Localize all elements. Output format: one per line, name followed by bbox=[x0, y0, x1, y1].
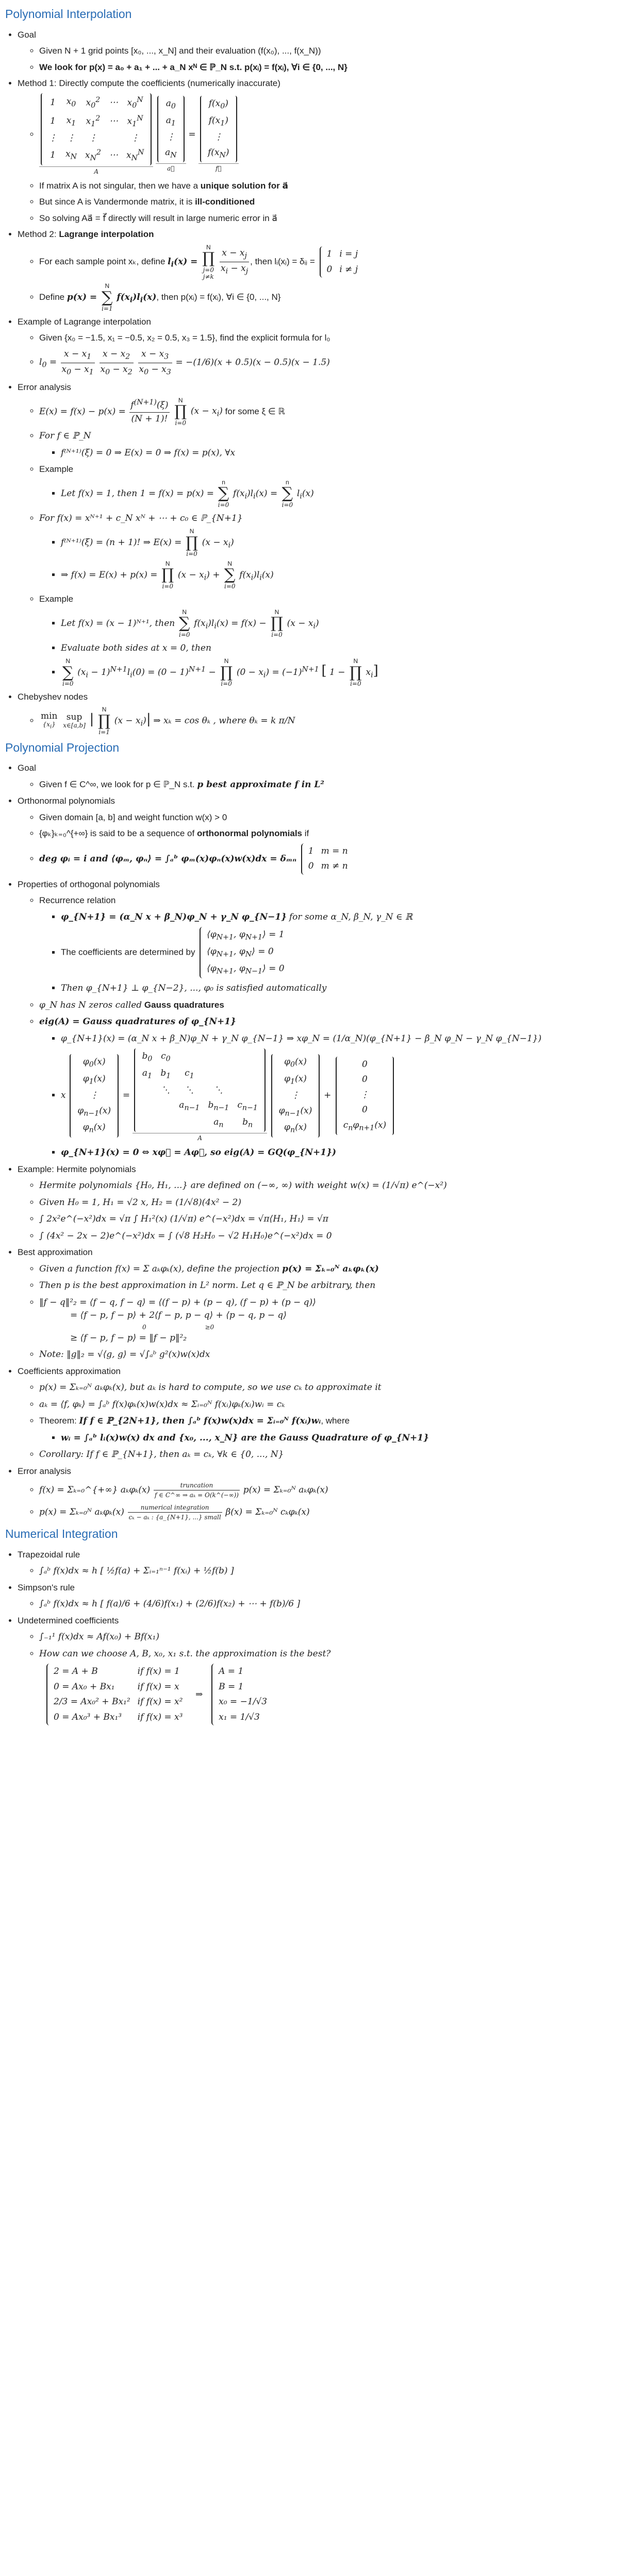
item-text: Then p is the best approximation in L² norm. Let q ∈ ℙ_N be arbitrary, then bbox=[39, 1280, 376, 1291]
vandermonde-equation: ◦ 1 $x_0$ $x_0^2$ ⋯ $x_0^N$ 1 $x_1$ $x_1^2$ ⋯ $x_1^N$ ⋮ ⋮ ⋮ ⋮ 1 $x_N$ $x_N^2$ ⋯ $x_N^N$ A $a_0$ $a_1$ ⋮ $a_N$ a⃗ = $f(x_0)$ $f(x_1)$ ⋮ $f(x_N)$ f⃗ bbox=[39, 93, 624, 176]
item-text: ∫ₐᵇ f(x)dx ≈ h [ f(a)/6 + (4/6)f(x₁) + (2/6)f(x₂) + ⋯ + f(b)/6 ] bbox=[39, 1599, 301, 1609]
item-text: f(x) = Σₖ₌₀^{+∞} aₖφₖ(x) bbox=[39, 1485, 151, 1496]
section-title-projection: Polynomial Projection bbox=[5, 740, 120, 754]
solution-value: x₁ = 1/√3 bbox=[219, 1711, 260, 1722]
list-item bbox=[18, 690, 624, 736]
derivation-line: = ⟨f − p, f − p⟩ + 2⟨f − p, p − q⟩ + ⟨p − q, p − q⟩ bbox=[70, 1310, 287, 1321]
item-text: Then φ_{N+1} ⊥ φ_{N−2}, ..., φ₀ is satisfied automatically bbox=[61, 983, 327, 994]
list-item bbox=[18, 1465, 624, 1522]
item-label: Error analysis bbox=[18, 1466, 71, 1476]
list-item bbox=[18, 1548, 624, 1578]
item-text: ⇒ xₖ = cos θₖ , where θₖ = k π/N bbox=[153, 716, 295, 726]
list-item bbox=[39, 1381, 624, 1395]
system-equation: 0 = Ax₀³ + Bx₁³ bbox=[54, 1711, 122, 1722]
list-item bbox=[39, 1348, 624, 1362]
item-text: For f(x) = xᴺ⁺¹ + c_N xᴺ + ⋯ + c₀ ∈ ℙ_{N+1} bbox=[39, 513, 243, 523]
item-text: if bbox=[304, 828, 309, 839]
item-text: , where bbox=[321, 1416, 350, 1426]
arrow-label: truncation bbox=[154, 1481, 240, 1490]
section-title-interpolation: Polynomial Interpolation bbox=[5, 7, 132, 21]
coefficient-system: 2 = A + B if f(x) = 1 0 = Ax₀ + Bx₁ if f(x) = x 2/3 = Ax₀² + Bx₁² if f(x) = x² 0 = Ax₀³ + Bx₁³ if f(x) = x³ ⇒ A = 1 B = 1 x₀ = −1/√3 x₁ = 1/√3 bbox=[44, 1664, 624, 1725]
item-text: β(x) = Σₖ₌₀ᴺ cₖφₖ(x) bbox=[225, 1507, 310, 1518]
item-label: Coefficients approximation bbox=[18, 1366, 121, 1376]
system-equation: 0 = Ax₀ + Bx₁ bbox=[54, 1681, 115, 1692]
section-title-integration: Numerical Integration bbox=[5, 1527, 118, 1541]
projection-list bbox=[5, 761, 624, 1522]
solution-value: x₀ = −1/√3 bbox=[219, 1697, 268, 1707]
list-item bbox=[39, 1448, 624, 1462]
list-item bbox=[39, 1279, 624, 1293]
item-text: f⁽ᴺ⁺¹⁾(ξ) = (n + 1)! ⇒ E(x) = bbox=[61, 537, 182, 548]
list-item bbox=[61, 1431, 624, 1445]
item-text: For f ∈ ℙ_N bbox=[39, 431, 91, 442]
item-text: p(x) = Σₖ₌₀ᴺ aₖφₖ(x), but aₖ is hard to compute, so we use cₖ to approximate it bbox=[39, 1382, 382, 1393]
arrow-sublabel: f ∈ C^∞ ⇒ aₖ = O(k^(−∞)) bbox=[154, 1492, 239, 1499]
list-item bbox=[61, 1032, 624, 1046]
item-text-bold: φ_{N+1}(x) = 0 ⇔ xφ⃗ = Aφ⃗, so eig(A) = GQ(φ_{N+1}) bbox=[61, 1147, 337, 1158]
chebyshev-formula: ◦ min $\{x_i\}$ sup x∈[a,b] | N ∏ i=1 $(x - x_i)|$ ⇒ xₖ = cos θₖ , where θₖ = k π/N bbox=[39, 706, 624, 736]
list-item: ▪ The coefficients are determined by $⟨\varphi_{N+1}$, $\varphi_{N+1}⟩ = 1$ $⟨\varphi_{N+1}$, $\varphi_N⟩ = 0$ $⟨\varphi_{N+1}$, $\varphi_{N-1}⟩ = 0$ bbox=[61, 927, 624, 978]
list-item bbox=[18, 315, 624, 378]
solution-value: A = 1 bbox=[219, 1666, 244, 1677]
list-item bbox=[61, 1146, 624, 1160]
item-text: But since A is Vandermonde matrix, it is bbox=[39, 197, 193, 207]
item-label: Example: Hermite polynomials bbox=[18, 1164, 136, 1174]
item-label: Goal bbox=[18, 29, 36, 40]
underbrace-label: 0 bbox=[142, 1323, 146, 1331]
list-item bbox=[39, 1212, 624, 1226]
item-text: then p(xᵢ) = f(xᵢ), ∀i ∈ {0, ..., N} bbox=[161, 292, 281, 302]
list-item: ▪ ⇒ f(x) = E(x) + p(x) = N ∏ i=0 $(x - x_i)$ + N ∑ i=0 $f(x_i)l_i(x)$ bbox=[61, 561, 624, 590]
list-item bbox=[39, 429, 624, 460]
matrix-label: A bbox=[39, 166, 153, 176]
item-text: Let f(x) = 1, then 1 = f(x) = p(x) = bbox=[61, 488, 214, 499]
list-item bbox=[18, 1581, 624, 1611]
item-label: Error analysis bbox=[18, 382, 71, 393]
list-item bbox=[39, 463, 624, 508]
list-item bbox=[39, 1597, 624, 1611]
list-item bbox=[18, 878, 624, 1160]
list-item: ▪ Let f(x) = 1, then 1 = f(x) = p(x) = n ∑ i=0 $f(x_i)l_i(x)$ = n ∑ i=0 $l_i(x)$ bbox=[61, 479, 624, 509]
item-text: {φₖ}ₖ₌₀^{+∞} is said to be a sequence of bbox=[39, 828, 195, 839]
item-text: Note: ‖g‖₂ = √⟨g, g⟩ = √∫ₐᵇ g²(x)w(x)dx bbox=[39, 1349, 210, 1360]
matrix-label: A bbox=[133, 1133, 267, 1143]
list-item bbox=[18, 77, 624, 225]
item-text: Given a function f(x) = Σ aₖφₖ(x), define the projection bbox=[39, 1263, 280, 1274]
item-text: If matrix A is not singular, then we have a bbox=[39, 180, 198, 191]
list-item bbox=[39, 1398, 624, 1412]
system-condition: if f(x) = x² bbox=[137, 1697, 183, 1707]
system-equation: 2 = A + B bbox=[54, 1666, 98, 1677]
item-text: How can we choose A, B, x₀, x₁ s.t. the approximation is the best? bbox=[39, 1648, 331, 1659]
item-text: Evaluate both sides at x = 0, then bbox=[61, 642, 211, 653]
item-text-bold: φ_{N+1} = (α_N x + β_N)φ_N + γ_N φ_{N−1} bbox=[61, 911, 287, 922]
lagrange-basis-def: ◦ For each sample point xₖ, define $l_i(x)$ = N ∏ j=0 j≠k $\frac{x - x_j}{x_i - x_j}$ , then lᵢ(xⱼ) = δᵢⱼ = 1 i = j 0 i ≠ j bbox=[39, 244, 624, 280]
item-label: Example bbox=[39, 464, 74, 474]
orthonormal-def: ◦ deg φᵢ = i and ⟨φₘ, φₙ⟩ = ∫ₐᵇ φₘ(x)φₙ(x)w(x)dx = δₘₙ 1 m = n 0 m ≠ n bbox=[39, 843, 624, 875]
list-item bbox=[18, 28, 624, 74]
list-item bbox=[39, 1179, 624, 1193]
item-text: We look for p(x) = a₀ + a₁ + ... + a_N xᴺ ∈ ℙ_N s.t. p(xᵢ) = f(xᵢ), ∀i ∈ {0, ..., N} bbox=[39, 62, 347, 72]
item-label: Recurrence relation bbox=[39, 895, 116, 906]
vector-label: a⃗ bbox=[156, 163, 186, 173]
list-item bbox=[39, 1647, 624, 1726]
list-item bbox=[39, 1229, 624, 1243]
list-item bbox=[61, 641, 624, 655]
list-item bbox=[39, 1015, 624, 1160]
item-text-bold: p(x) = Σₖ₌₀ᴺ aₖφₖ(x) bbox=[282, 1263, 379, 1274]
item-text-bold: If f ∈ ℙ_{2N+1}, then ∫ₐᵇ f(x)w(x)dx = Σᵢ₌₀ᴺ f(xᵢ)wᵢ bbox=[79, 1416, 321, 1427]
list-item bbox=[61, 981, 624, 995]
item-text-bold: eig(A) = Gauss quadratures of φ_{N+1} bbox=[39, 1016, 236, 1027]
item-label: Chebyshev nodes bbox=[18, 691, 88, 702]
list-item bbox=[18, 1614, 624, 1726]
item-label: Example bbox=[39, 594, 74, 604]
item-text: aₖ = ⟨f, φₖ⟩ = ∫ₐᵇ f(x)φₖ(x)w(x)dx ≈ Σᵢ₌₀ᴺ f(xᵢ)φₖ(xᵢ)wᵢ = cₖ bbox=[39, 1399, 285, 1410]
system-condition: if f(x) = x bbox=[137, 1681, 179, 1692]
list-item bbox=[39, 1630, 624, 1644]
item-text: ∫ₐᵇ f(x)dx ≈ h [ ½f(a) + Σᵢ₌₁ⁿ⁻¹ f(xᵢ) + ½f(b) ] bbox=[39, 1566, 234, 1577]
list-item bbox=[39, 827, 624, 840]
list-item bbox=[39, 894, 624, 995]
list-item: ▪ f⁽ᴺ⁺¹⁾(ξ) = (n + 1)! ⇒ E(x) = N ∏ i=0 $(x - x_i)$ bbox=[61, 528, 624, 557]
list-item bbox=[39, 512, 624, 590]
item-text: ⇒ f(x) = E(x) + p(x) = bbox=[61, 569, 158, 580]
list-item bbox=[39, 195, 624, 209]
solution-value: B = 1 bbox=[219, 1681, 244, 1692]
vandermonde-matrix: ◦ 1 $x_0$ $x_0^2$ ⋯ $x_0^N$ 1 $x_1$ $x_1^2$ ⋯ $x_1^N$ ⋮ ⋮ ⋮ ⋮ 1 $x_N$ $x_N^2$ ⋯ $x_N^N$ A bbox=[39, 93, 153, 176]
error-formula: ◦ E(x) = f(x) − p(x) = $\frac{f^{(N+1)}(\xi)}{(N + 1)!}$ N ∏ i=0 $(x - x_i)$ for some ξ ∈ ℝ bbox=[39, 397, 624, 427]
item-text-bold: unique solution for a⃗ bbox=[200, 180, 288, 191]
item-text: = −(1/6)(x + 0.5)(x − 0.5)(x − 1.5) bbox=[175, 357, 330, 368]
item-text: Given domain [a, b] and weight function w(x) > 0 bbox=[39, 812, 227, 822]
list-item bbox=[39, 44, 624, 58]
list-item bbox=[39, 1564, 624, 1578]
item-label-bold: Lagrange interpolation bbox=[59, 229, 154, 240]
list-item bbox=[39, 1414, 624, 1445]
item-text: Theorem: bbox=[39, 1416, 77, 1426]
item-label: Simpson's rule bbox=[18, 1582, 75, 1592]
item-text: Given {x₀ = −1.5, x₁ = −0.5, x₂ = 0.5, x₃ = 1.5}, find the explicit formula for l₀ bbox=[39, 333, 330, 343]
list-item bbox=[61, 910, 624, 924]
item-text: Hermite polynomials {H₀, H₁, ...} are defined on (−∞, ∞) with weight w(x) = (1/√π) e^(−x²) bbox=[39, 1180, 447, 1191]
list-item bbox=[39, 179, 624, 193]
item-label: Best approximation bbox=[18, 1247, 93, 1258]
item-text: for some α_N, β_N, γ_N ∈ ℝ bbox=[289, 911, 413, 922]
item-label: Undetermined coefficients bbox=[18, 1615, 119, 1625]
item-text: then lᵢ(xⱼ) = δᵢⱼ = bbox=[255, 257, 315, 267]
item-label: Example of Lagrange interpolation bbox=[18, 316, 151, 327]
list-item bbox=[39, 212, 624, 225]
jacobi-matrix: $b_0$ $c_0$ $a_1$ $b_1$ $c_1$ ⋱ ⋱ ⋱ $a_{n-1}$ $b_{n-1}$ $c_{n-1}$ $a_n$ $b_n$ A bbox=[133, 1048, 267, 1143]
underbrace-label: ≥0 bbox=[205, 1323, 214, 1331]
item-text: Given N + 1 grid points [x₀, ..., x_N] and their evaluation (f(x₀), ..., f(x_N)) bbox=[39, 46, 321, 56]
item-text-bold: Gauss quadratures bbox=[144, 999, 224, 1010]
list-item bbox=[18, 1365, 624, 1462]
list-item bbox=[18, 228, 624, 312]
item-text-bold: wᵢ = ∫ₐᵇ lᵢ(x)w(x) dx and {x₀, ..., x_N} are the Gauss Quadrature of φ_{N+1} bbox=[61, 1432, 429, 1443]
system-equation: 2/3 = Ax₀² + Bx₁² bbox=[54, 1697, 130, 1707]
item-text-bold: ill-conditioned bbox=[195, 197, 255, 207]
item-text: So solving Aa⃗ = f⃗ directly will result in large numeric error in a⃗ bbox=[39, 213, 277, 223]
system-condition: if f(x) = 1 bbox=[137, 1666, 180, 1677]
system-condition: if f(x) = x³ bbox=[137, 1711, 183, 1722]
item-text: φ_{N+1}(x) = (α_N x + β_N)φ_N + γ_N φ_{N−1} ⇒ xφ_N = (1/α_N)(φ_{N+1} − β_N φ_N − γ_N φ_{N−1}) bbox=[61, 1033, 542, 1044]
item-label: Goal bbox=[18, 763, 36, 773]
item-label: Trapezoidal rule bbox=[18, 1549, 80, 1560]
list-item bbox=[18, 1246, 624, 1362]
item-text: Given H₀ = 1, H₁ = √2 x, H₂ = (1/√8)(4x² − 2) bbox=[39, 1197, 241, 1208]
item-text: for some ξ ∈ ℝ bbox=[225, 406, 285, 416]
item-text-bold: p best approximate f in L² bbox=[197, 779, 324, 790]
item-text: p(x) = Σₖ₌₀ᴺ aₖφₖ(x) bbox=[39, 1507, 124, 1518]
value-vector: $f(x_0)$ $f(x_1)$ ⋮ $f(x_N)$ f⃗ bbox=[198, 96, 239, 173]
list-item bbox=[18, 1163, 624, 1243]
derivation-line: ≥ ⟨f − p, f − p⟩ = ‖f − p‖²₂ bbox=[70, 1332, 187, 1343]
item-text: Let f(x) = (x − 1)ᴺ⁺¹, then bbox=[61, 618, 175, 629]
item-text: Define bbox=[39, 292, 65, 302]
item-text: Given f ∈ C^∞, we look for p ∈ ℙ_N s.t. bbox=[39, 779, 195, 789]
list-item bbox=[61, 446, 624, 460]
item-label: Properties of orthogonal polynomials bbox=[18, 879, 160, 889]
item-text: ∫₋₁¹ f(x)dx ≈ Af(x₀) + Bf(x₁) bbox=[39, 1632, 159, 1642]
item-text: φ_N has N zeros called bbox=[39, 999, 142, 1010]
list-item bbox=[39, 811, 624, 824]
item-label: Method 2: bbox=[18, 229, 57, 240]
item-text: p(x) = Σₖ₌₀ᴺ aₖφₖ(x) bbox=[243, 1485, 328, 1496]
list-item bbox=[39, 331, 624, 345]
list-item bbox=[18, 761, 624, 791]
best-approx-derivation bbox=[39, 1296, 624, 1345]
lagrange-poly-def: ◦ Define p(x) = N ∑ i=1 $f(x_i)l_i(x)$, then p(xᵢ) = f(xᵢ), ∀i ∈ {0, ..., N} bbox=[39, 283, 624, 312]
list-item bbox=[39, 1196, 624, 1210]
list-item bbox=[39, 61, 624, 74]
list-item: ▪ N ∑ i=0 $(x_i - 1)^{N+1}l_i(0) = (0 - 1)^{N+1}$ − N ∏ i=0 $(0 - x_i) = (-1)^{N+1}$ [ 1 − N ∏ i=0 $x_i$] bbox=[61, 658, 624, 687]
item-text: Corollary: If f ∈ ℙ_{N+1}, then aₖ = cₖ, ∀k ∈ {0, ..., N} bbox=[39, 1449, 284, 1460]
list-item bbox=[18, 381, 624, 687]
item-text: ∫ 2x²e^(−x²)dx = √π ∫ H₁²(x) (1/√π) e^(−x²)dx = √π⟨H₁, H₁⟩ = √π bbox=[39, 1214, 328, 1225]
item-label: Method 1: Directly compute the coefficients (numerically inaccurate) bbox=[18, 78, 280, 88]
item-text-bold: deg φᵢ = i and ⟨φₘ, φₙ⟩ = ∫ₐᵇ φₘ(x)φₙ(x)w(x)dx = δₘₙ bbox=[39, 853, 297, 864]
list-item bbox=[39, 998, 624, 1012]
list-item: ▪ Let f(x) = (x − 1)ᴺ⁺¹, then N ∑ i=0 $f(x_i)l_i(x) = f(x)$ − N ∏ i=0 $(x - x_i)$ bbox=[61, 609, 624, 638]
item-text: f⁽ᴺ⁺¹⁾(ξ) = 0 ⇒ E(x) = 0 ⇒ f(x) = p(x), ∀x bbox=[61, 447, 236, 458]
arrow-sublabel: cₖ − aₖ : {a_{N+1}, ...} small bbox=[128, 1514, 221, 1521]
item-text: For each sample point xₖ, define bbox=[39, 257, 165, 267]
derivation-line: ◦ ‖f − q‖²₂ = ⟨f − q, f − q⟩ = ⟨(f − p) + (p − q), (f − p) + (p − q)⟩ bbox=[39, 1297, 316, 1308]
lagrange-example-formula: ◦ $l_0$ = $\frac{x - x_1}{x_0 - x_1}$ $\frac{x - x_2}{x_0 - x_2}$ $\frac{x - x_3}{x_0 - x_3}$ = −(1/6)(x + 0.5)(x − 0.5)(x − 1.5) bbox=[39, 348, 624, 378]
coef-vector: $a_0$ $a_1$ ⋮ $a_N$ a⃗ bbox=[156, 96, 186, 173]
list-item bbox=[18, 794, 624, 875]
error-integration-line bbox=[39, 1503, 624, 1522]
list-item bbox=[39, 1262, 624, 1276]
list-item bbox=[39, 778, 624, 792]
item-text: ∫ (4x² − 2x − 2)e^(−x²)dx = ∫ (√8 H₂H₀ − √2 H₁H₀)e^(−x²)dx = 0 bbox=[39, 1230, 332, 1241]
list-item bbox=[39, 592, 624, 687]
item-text: The coefficients are determined by bbox=[61, 947, 195, 957]
integration-list bbox=[5, 1548, 624, 1726]
jacobi-matrix-equation: ▪ x $\varphi_0(x)$ $\varphi_1(x)$ ⋮ $\varphi_{n-1}(x)$ $\varphi_n(x) = b_0$ $c_0$ $a_1$ $b_1$ $c_1$ ⋱ ⋱ ⋱ $a_{n-1}$ $b_{n-1}$ $c_{n-1}$ $a_n$ $b_n$ A $\varphi_0(x)$ $\varphi_1(x)$ ⋮ $\varphi_{n-1}(x)$ $\varphi_n(x) + 0$ 0 ⋮ 0 $c_n\varphi_{n+1}(x)$ bbox=[61, 1048, 624, 1143]
vector-label: f⃗ bbox=[198, 163, 239, 173]
item-label: Orthonormal polynomials bbox=[18, 796, 115, 806]
interpolation-list bbox=[5, 28, 624, 736]
item-text-bold: orthonormal polynomials bbox=[196, 828, 303, 839]
error-truncation-line bbox=[39, 1481, 624, 1500]
arrow-label: numerical integration bbox=[128, 1503, 222, 1513]
